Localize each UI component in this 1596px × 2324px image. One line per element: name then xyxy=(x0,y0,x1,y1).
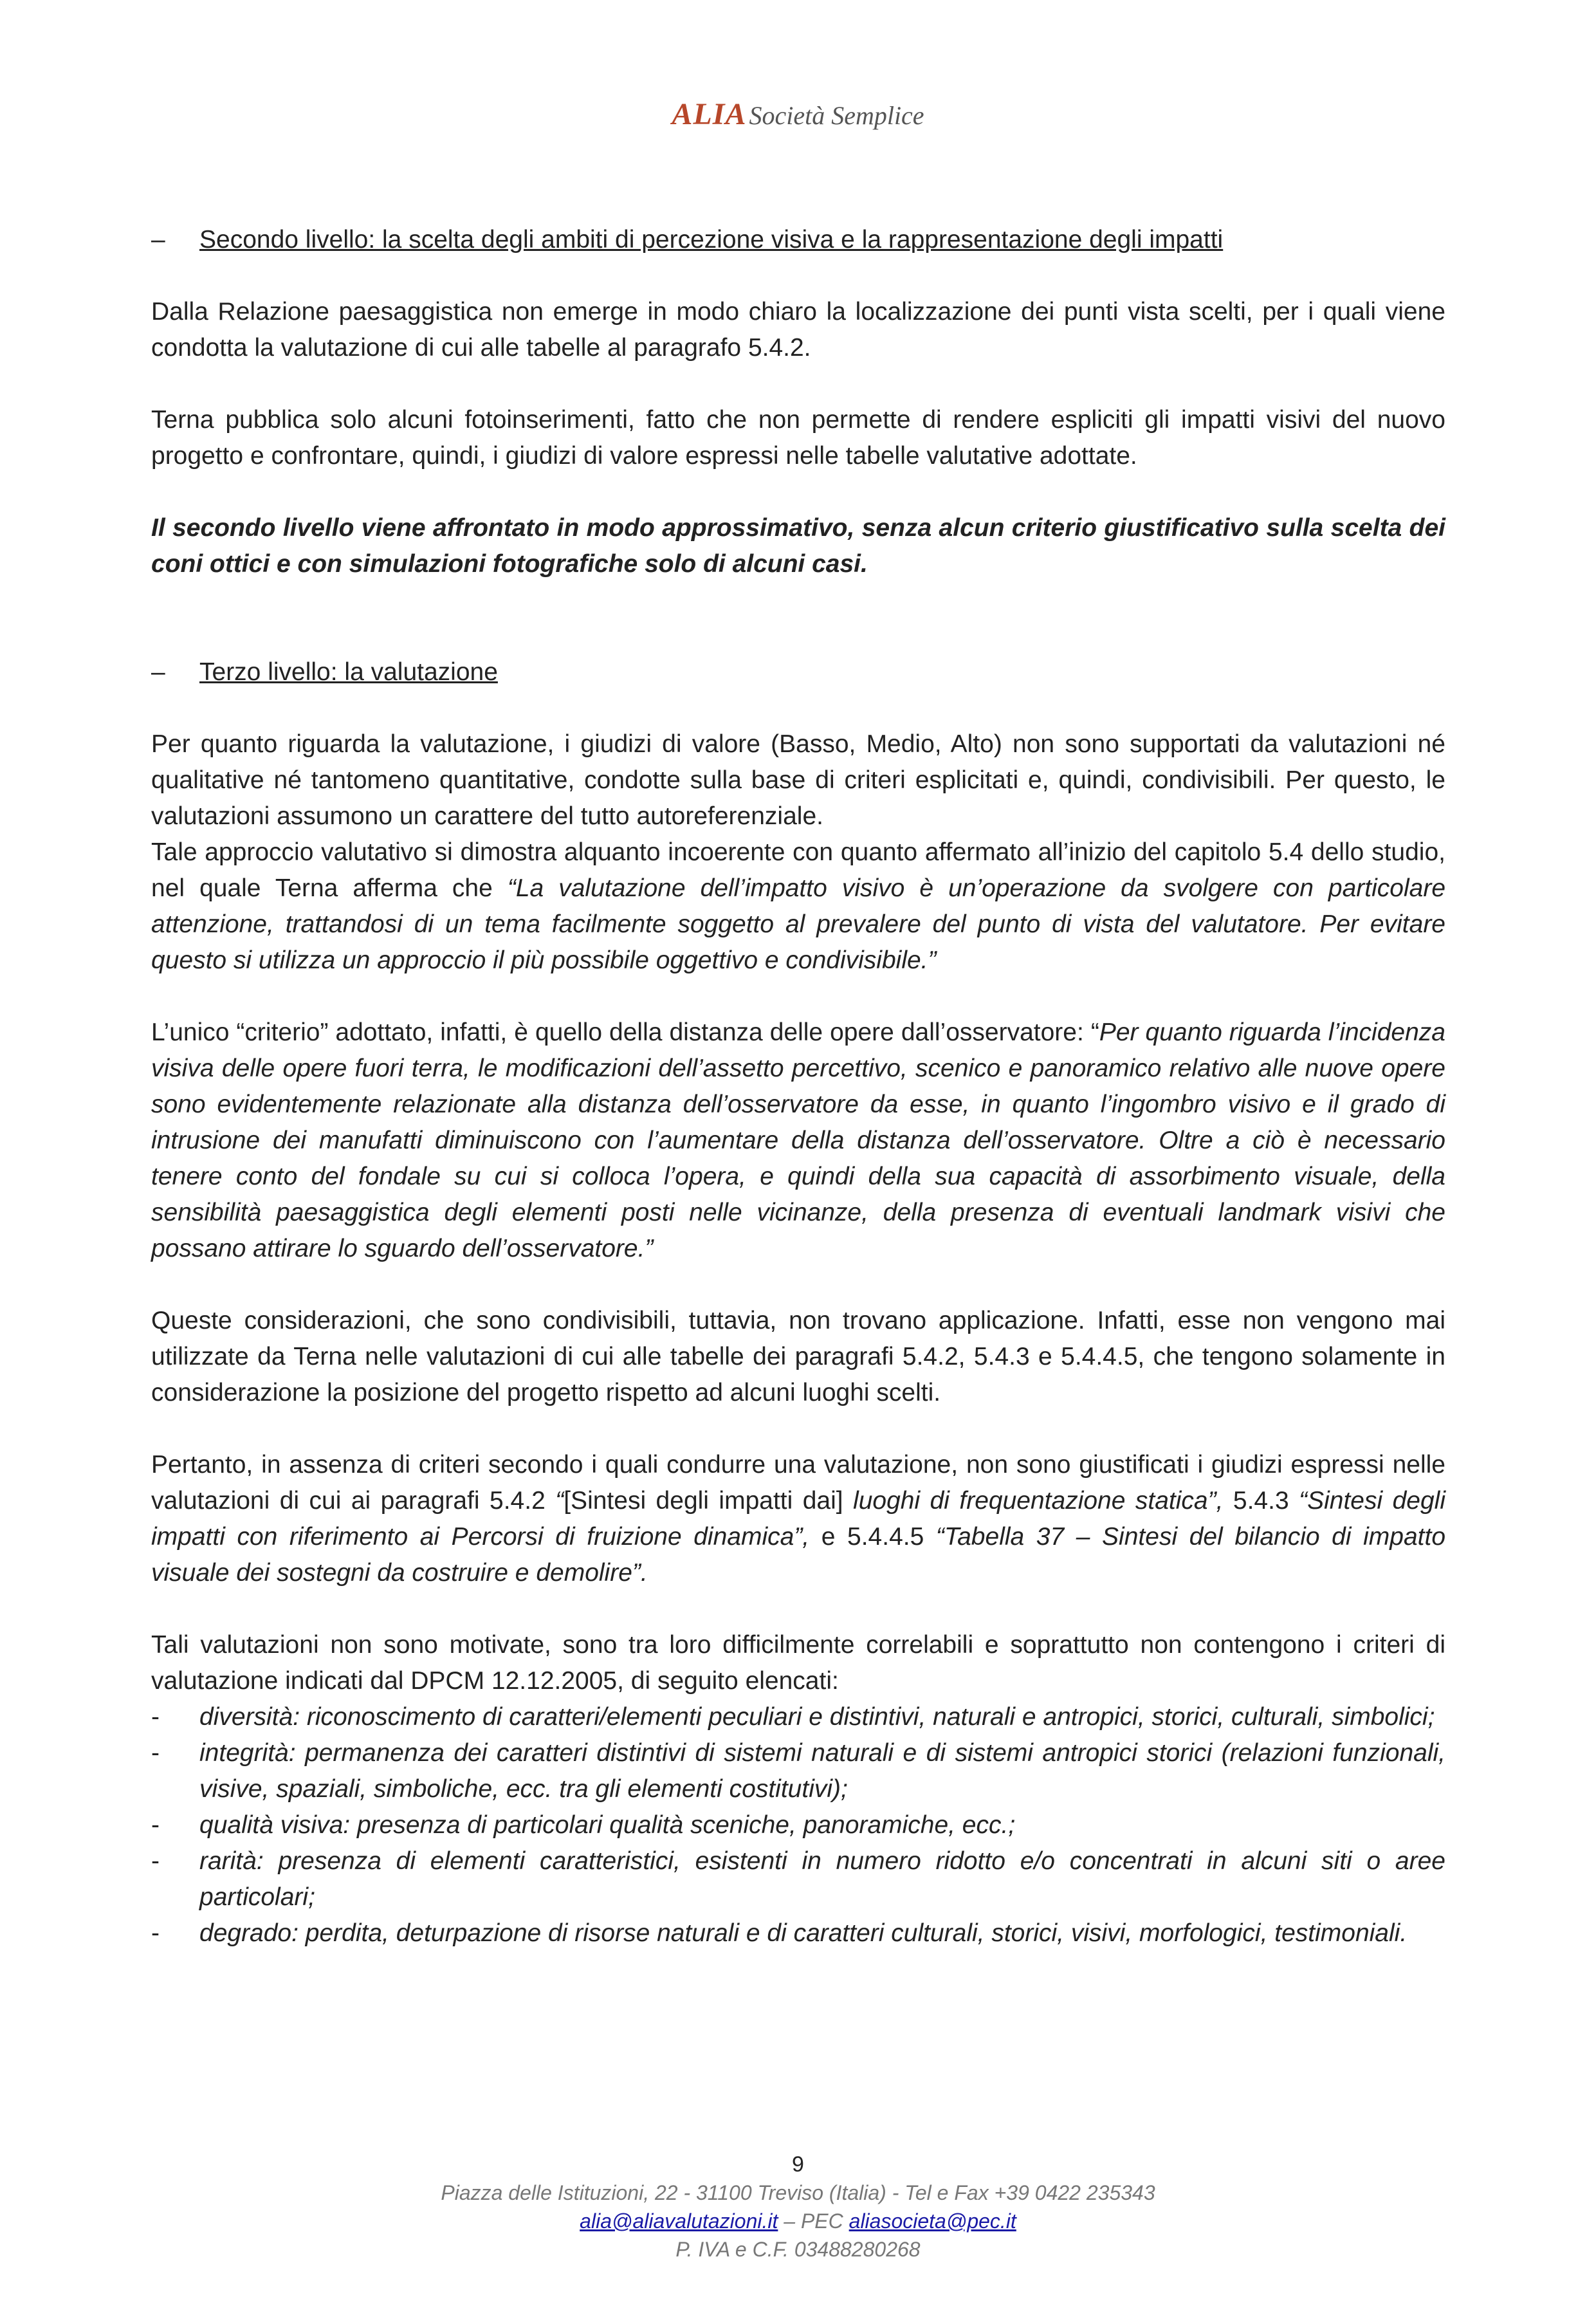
brand-subtitle: Società Semplice xyxy=(749,101,924,130)
bullet-marker: - xyxy=(151,1739,160,1767)
list-item xyxy=(151,1807,1445,1843)
section-heading-second-level xyxy=(151,222,1445,258)
text-run: 5.4.3 xyxy=(1223,1487,1299,1515)
paragraph: Queste considerazioni, che sono condivisibili, tuttavia, non trovano applicazione. Infatti, esse non vengono mai utilizzate da Terna nelle valutazioni di cui alle tabelle dei paragrafi 5.4.2, 5.4.3 e 5.4.4.5, che tengono solamente in considerazione la posizione del progetto rispetto ad alcuni luoghi scelti. xyxy=(151,1307,1445,1406)
bullet-marker: - xyxy=(151,1919,160,1947)
spacer xyxy=(151,618,1445,654)
paragraph xyxy=(151,1015,1445,1267)
page-number: 9 xyxy=(792,2152,804,2177)
paragraph: Tali valutazioni non sono motivate, sono tra loro difficilmente correlabili e soprattutto non contengono i criteri di valutazione indicati dal DPCM 12.12.2005, di seguito elencati: xyxy=(151,1631,1445,1695)
pec-label: – PEC xyxy=(778,2209,849,2233)
text-run: e 5.4.4.5 xyxy=(809,1523,936,1551)
quoted-text: “Tabella 37 – Sintesi del bilancio di impatto visuale dei sostegni da costruire e demolire”. xyxy=(151,1523,1446,1587)
section-title: Secondo livello: la scelta degli ambiti di percezione visiva e la rappresentazione degli impatti xyxy=(199,226,1224,254)
section-heading-third-level xyxy=(151,654,1445,690)
page-footer xyxy=(0,2150,1596,2264)
bullet-marker: - xyxy=(151,1811,160,1839)
quoted-text: “La valutazione dell’impatto visivo è un’operazione da svolgere con particolare attenzione, trattandosi di un tema facilmente soggetto al prevalere del punto di vista del valutatore. Per evitare questo si utilizza un approccio il più possibile oggettivo e condivisibile.” xyxy=(151,874,1446,974)
paragraph xyxy=(151,835,1445,979)
list-item xyxy=(151,1735,1445,1807)
list-item xyxy=(151,1699,1445,1735)
list-item-text: rarità: presenza di elementi caratteristici, esistenti in numero ridotto e/o concentrati in alcuni siti o aree particolari; xyxy=(199,1847,1445,1911)
text-run: L’unico “criterio” adottato, infatti, è quello della distanza delle opere dall’osservatore: “ xyxy=(151,1019,1099,1046)
paragraph: Dalla Relazione paesaggistica non emerge in modo chiaro la localizzazione dei punti vista scelti, per i quali viene condotta la valutazione di cui alle tabelle al paragrafo 5.4.2. xyxy=(151,298,1445,362)
quoted-text: Per quanto riguarda l’incidenza visiva delle opere fuori terra, le modificazioni dell’assetto percettivo, scenico e panoramico relativo alle nuove opere sono evidentemente relazionate alla distanza dell’osservatore da esse, in quanto l’ingombro visivo e il grado di intrusione dei manufatti diminuiscono con l’aumentare della distanza dell’osservatore. Oltre a ciò è necessario tenere conto del fondale su cui si colloca l’opera, e quindi della sua capacità di assorbimento visuale, della sensibilità paesaggistica degli elementi posti nelle vicinanze, della presenza di eventuali landmark visivi che possano attirare lo sguardo dell’osservatore.” xyxy=(151,1019,1445,1262)
email-link[interactable]: alia@aliavalutazioni.it xyxy=(580,2209,778,2233)
list-item-text: qualità visiva: presenza di particolari qualità sceniche, panoramiche, ecc.; xyxy=(199,1811,1016,1839)
paragraph: Terna pubblica solo alcuni fotoinserimenti, fatto che non permette di rendere espliciti gli impatti visivi del nuovo progetto e confrontare, quindi, i giudizi di valore espressi nelle tabelle valutative adottate. xyxy=(151,406,1445,470)
list-item-text: integrità: permanenza dei caratteri distintivi di sistemi naturali e di sistemi antropici storici (relazioni funzionali, visive, spaziali, simboliche, ecc. tra gli elementi costitutivi); xyxy=(199,1739,1445,1803)
footer-contacts xyxy=(0,2207,1596,2235)
quoted-text: “ xyxy=(555,1487,564,1515)
bullet-marker: - xyxy=(151,1703,160,1731)
paragraph: Per quanto riguarda la valutazione, i giudizi di valore (Basso, Medio, Alto) non sono supportati da valutazioni né qualitative né tantomeno quantitative, condotte sulla base di criteri esplicitati e, quindi, condivisibili. Per questo, le valutazioni assumono un carattere del tutto autoreferenziale. xyxy=(151,730,1445,830)
dash-marker: – xyxy=(151,658,165,686)
pec-email-link[interactable]: aliasocieta@pec.it xyxy=(848,2209,1016,2233)
bullet-marker: - xyxy=(151,1847,160,1875)
dash-marker: – xyxy=(151,226,165,254)
criteria-list xyxy=(151,1699,1445,1951)
list-item xyxy=(151,1915,1445,1951)
text-run: Pertanto, in assenza di criteri secondo i quali condurre una valutazione, non sono giustificati i giudizi espressi nelle valutazioni di cui ai paragrafi 5.4.2 xyxy=(151,1451,1445,1515)
paragraph xyxy=(151,1447,1445,1591)
quoted-text: “Sintesi degli impatti con riferimento ai Percorsi di fruizione dinamica”, xyxy=(151,1487,1445,1551)
list-item xyxy=(151,1843,1445,1915)
footer-vat: P. IVA e C.F. 03488280268 xyxy=(675,2238,921,2261)
list-item-text: degrado: perdita, deturpazione di risorse naturali e di caratteri culturali, storici, visivi, morfologici, testimoniali. xyxy=(199,1919,1408,1947)
text-run: Tale approccio valutativo si dimostra alquanto incoerente con quanto affermato all’inizio del capitolo 5.4 dello studio, nel quale Terna afferma che xyxy=(151,838,1445,902)
footer-address: Piazza delle Istituzioni, 22 - 31100 Treviso (Italia) - Tel e Fax +39 0422 235343 xyxy=(441,2181,1155,2204)
document-body xyxy=(151,222,1445,1951)
section-title: Terzo livello: la valutazione xyxy=(199,658,498,686)
brand-name: ALIA xyxy=(672,97,747,131)
list-item-text: diversità: riconoscimento di caratteri/elementi peculiari e distintivi, naturali e antropici, storici, culturali, simbolici; xyxy=(199,1703,1435,1731)
text-run: [Sintesi degli impatti dai] xyxy=(564,1487,854,1515)
letterhead xyxy=(0,97,1596,132)
conclusion-paragraph: Il secondo livello viene affrontato in modo approssimativo, senza alcun criterio giustificativo sulla scelta dei coni ottici e con simulazioni fotografiche solo di alcuni casi. xyxy=(151,514,1445,578)
quoted-text: luoghi di frequentazione statica”, xyxy=(853,1487,1224,1515)
